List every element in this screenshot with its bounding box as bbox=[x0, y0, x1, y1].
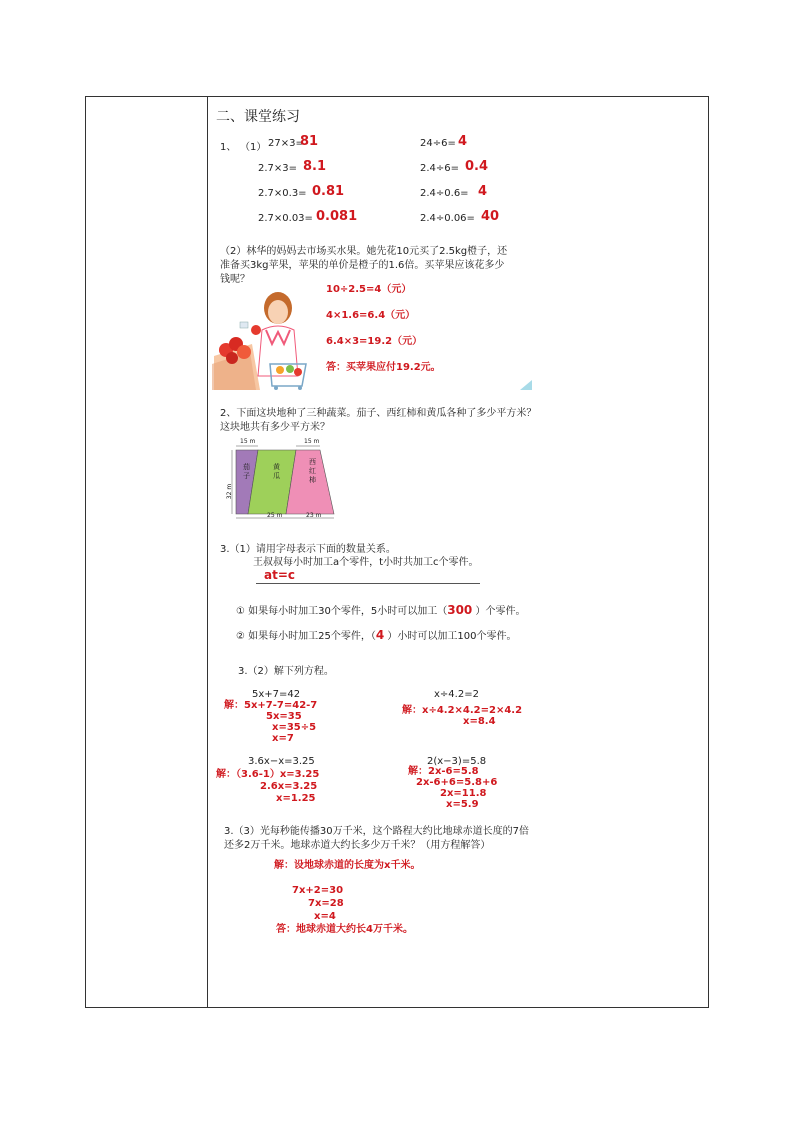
eq3-line3: x=1.25 bbox=[276, 793, 316, 804]
q3-item1-suffix: ）个零件。 bbox=[472, 606, 526, 617]
q1-part1-label: （1） bbox=[240, 142, 267, 153]
q2-line1: 2、下面这块地种了三种蔬菜。茄子、西红柿和黄瓜各种了多少平方米？ bbox=[220, 408, 537, 419]
q2-top-left-label: 15 m bbox=[240, 438, 256, 445]
q2-bottom-right-label: 23 m bbox=[306, 512, 322, 519]
section-title: 二、课堂练习 bbox=[216, 109, 300, 125]
q1-part2-line2: 准备买3kg苹果，苹果的单价是橙子的1.6倍。买苹果应该花多少 bbox=[220, 260, 505, 271]
eq2-line2: x=8.4 bbox=[463, 716, 496, 727]
q1-row4-left-answer: 0.081 bbox=[316, 209, 358, 224]
eq1-problem: 5x+7=42 bbox=[252, 689, 301, 700]
eq4-line1: 解：2x-6=5.8 bbox=[408, 766, 479, 777]
q1-part2-line1: （2）林华的妈妈去市场买水果。她先花10元买了2.5kg橙子，还 bbox=[220, 246, 508, 257]
q3-item1 bbox=[236, 602, 525, 617]
q1-row3-left-expr: 2.7×0.3= bbox=[258, 188, 307, 199]
q1-row4-right-answer: 40 bbox=[481, 209, 500, 224]
table-frame bbox=[85, 96, 709, 1008]
eq3-line2: 2.6x=3.25 bbox=[260, 781, 318, 792]
q1-row1-left-expr: 27×3= bbox=[268, 138, 304, 149]
q3-part1-line2: 王叔叔每小时加工a个零件，t小时共加工c个零件。 bbox=[253, 557, 479, 568]
q1-solution-line1: 10÷2.5=4（元） bbox=[326, 284, 412, 295]
q2-bottom-left-label: 25 m bbox=[267, 512, 283, 519]
q1-number: 1、 bbox=[220, 142, 237, 153]
q3-item2-suffix: ）小时可以加工100个零件。 bbox=[384, 631, 517, 642]
q1-row3-right-answer: 4 bbox=[478, 184, 488, 199]
q1-row1-left-answer: 81 bbox=[300, 134, 319, 149]
q1-solution-line2: 4×1.6=6.4（元） bbox=[326, 310, 416, 321]
q1-row4-left-expr: 2.7×0.03= bbox=[258, 213, 313, 224]
q3-item1-prefix: ① 如果每小时加工30个零件，5小时可以加工（ bbox=[236, 606, 448, 617]
q1-row4-right-expr: 2.4÷0.06= bbox=[420, 213, 475, 224]
eq2-line1: 解：x÷4.2×4.2=2×4.2 bbox=[402, 705, 523, 716]
eq4-line2: 2x-6+6=5.8+6 bbox=[416, 777, 498, 788]
answer-underline bbox=[256, 583, 480, 584]
eq4-problem: 2(x−3)=5.8 bbox=[427, 756, 487, 767]
q3-item2-prefix: ② 如果每小时加工25个零件，（ bbox=[236, 631, 376, 642]
q1-solution-line3: 6.4×3=19.2（元） bbox=[326, 336, 423, 347]
q3-part3-line2: 还多2万千米。地球赤道大约长多少万千米？（用方程解答） bbox=[224, 840, 491, 851]
q3-part1-answer: at=c bbox=[264, 568, 296, 582]
eq3-problem: 3.6x−x=3.25 bbox=[248, 756, 315, 767]
eq1-line1: 解：5x+7-7=42-7 bbox=[224, 700, 318, 711]
eq4-line4: x=5.9 bbox=[446, 799, 479, 810]
q1-solution-answer: 答：买苹果应付19.2元。 bbox=[326, 362, 441, 373]
q2-line2: 这块地共有多少平方米？ bbox=[220, 422, 330, 433]
eq1-line2: 5x=35 bbox=[266, 711, 302, 722]
q3-part3-solution-line3: x=4 bbox=[314, 911, 336, 922]
eq2-problem: x÷4.2=2 bbox=[434, 689, 479, 700]
q1-row1-right-answer: 4 bbox=[458, 134, 468, 149]
q1-row1-right-expr: 24÷6= bbox=[420, 138, 456, 149]
q1-row2-left-expr: 2.7×3= bbox=[258, 163, 298, 174]
q3-part1-line1: 3.（1）请用字母表示下面的数量关系。 bbox=[220, 544, 396, 555]
cucumber-label: 黄 瓜 bbox=[273, 463, 280, 480]
q3-item1-answer: 300 bbox=[447, 603, 473, 617]
q2-height-label: 32 m bbox=[226, 483, 234, 500]
eq1-line4: x=7 bbox=[272, 733, 294, 744]
q3-part3-answer: 答：地球赤道大约长4万千米。 bbox=[276, 924, 413, 935]
decorative-triangle-icon bbox=[520, 380, 532, 390]
tomato-label: 西 红 柿 bbox=[309, 458, 316, 484]
column-divider bbox=[207, 96, 208, 1008]
q1-row2-right-expr: 2.4÷6= bbox=[420, 163, 460, 174]
q3-item2 bbox=[236, 627, 517, 642]
q3-item2-answer: 4 bbox=[375, 628, 385, 642]
q3-part3-solution-line2: 7x=28 bbox=[308, 898, 344, 909]
q2-top-right-label: 15 m bbox=[304, 438, 320, 445]
q1-row2-left-answer: 8.1 bbox=[303, 159, 327, 174]
q1-part2-line3: 钱呢？ bbox=[220, 274, 250, 285]
eggplant-label: 茄 子 bbox=[243, 463, 250, 480]
q1-row3-right-expr: 2.4÷0.6= bbox=[420, 188, 469, 199]
q3-part3-solution-line1: 7x+2=30 bbox=[292, 885, 344, 896]
q3-part3-line1: 3.（3）光每秒能传播30万千米，这个路程大约比地球赤道长度的7倍 bbox=[224, 826, 529, 837]
shopping-woman-illustration bbox=[212, 286, 314, 392]
q3-part2-title: 3.（2）解下列方程。 bbox=[238, 666, 334, 677]
eq4-line3: 2x=11.8 bbox=[440, 788, 487, 799]
eq3-line1: 解：（3.6-1）x=3.25 bbox=[216, 769, 320, 780]
q3-part3-solution-setup: 解：设地球赤道的长度为x千米。 bbox=[274, 860, 421, 871]
q1-row3-left-answer: 0.81 bbox=[312, 184, 345, 199]
eq1-line3: x=35÷5 bbox=[272, 722, 317, 733]
q1-row2-right-answer: 0.4 bbox=[465, 159, 489, 174]
